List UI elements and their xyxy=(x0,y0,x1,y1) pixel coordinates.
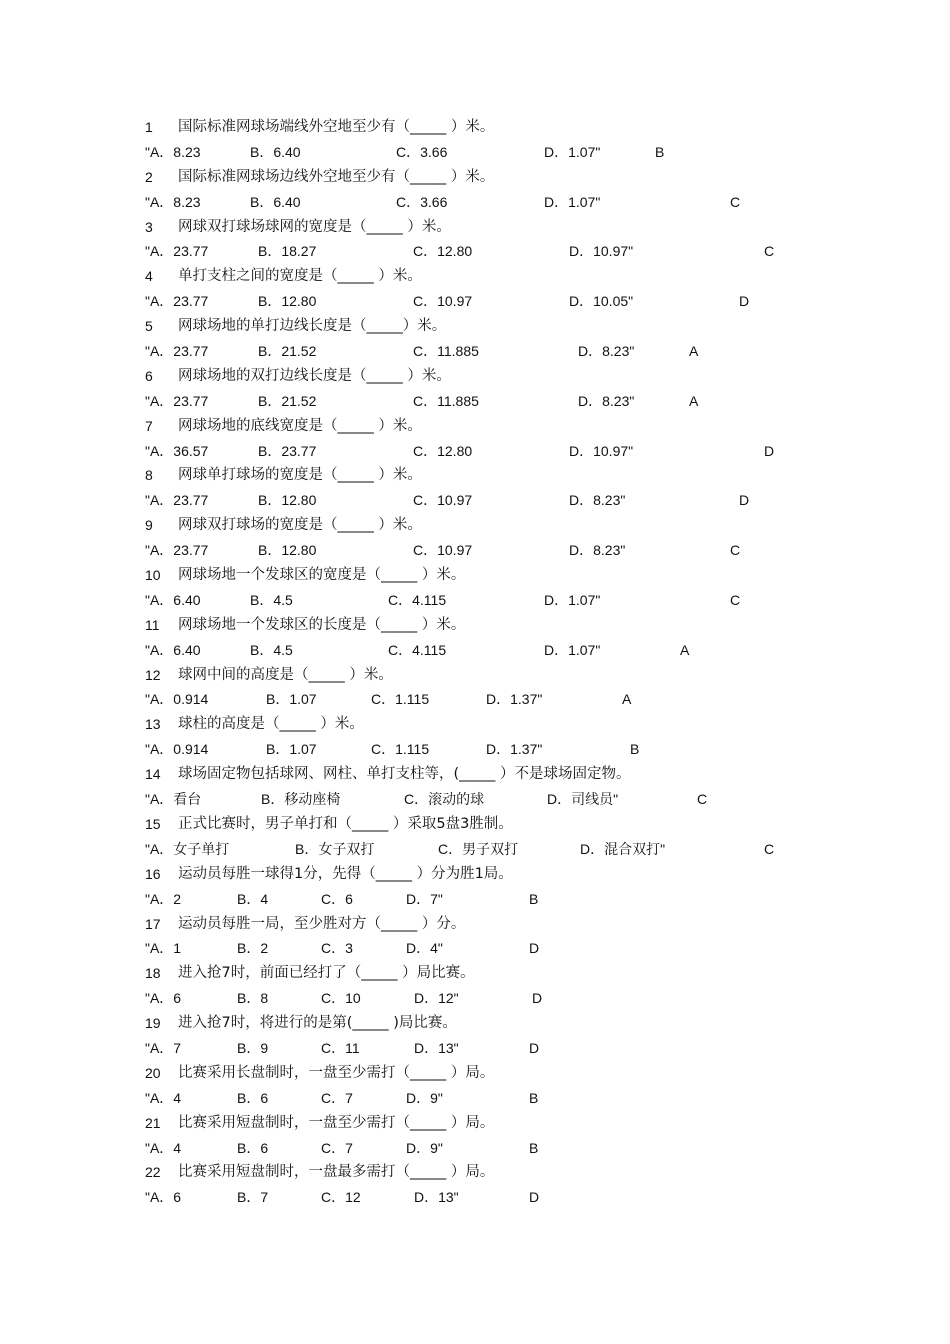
question-number: 16 xyxy=(145,865,161,882)
options-line xyxy=(0,986,950,1011)
answer-key: D xyxy=(529,1189,540,1206)
answer-key: D xyxy=(529,1039,540,1056)
option-c: C．11.885 xyxy=(413,343,479,360)
option-a: "A．7 xyxy=(145,1039,182,1056)
question-text: 球网中间的高度是（_____ ）米。 xyxy=(178,666,393,683)
question-number: 22 xyxy=(145,1164,161,1181)
question-number: 20 xyxy=(145,1064,161,1081)
question-number: 19 xyxy=(145,1015,161,1032)
question-text: 进入抢7时，前面已经打了（_____ ）局比赛。 xyxy=(178,965,475,982)
option-c: C．1.115 xyxy=(371,691,430,708)
option-b: B．2 xyxy=(237,940,269,957)
option-d: D．1.07" xyxy=(544,641,601,658)
question-text: 比赛采用短盘制时，一盘至少需打（_____ ）局。 xyxy=(178,1114,495,1131)
option-c: C．3 xyxy=(321,940,353,957)
option-d: D．1.07" xyxy=(544,591,601,608)
option-c: C．7 xyxy=(321,1089,353,1106)
question-text: 网球场地的单打边线长度是（_____）米。 xyxy=(178,318,447,335)
option-b: B．12.80 xyxy=(258,542,317,559)
options-line xyxy=(0,140,950,165)
answer-key: B xyxy=(529,1089,539,1106)
options-line xyxy=(0,1136,950,1161)
answer-key: D xyxy=(739,492,750,509)
question-line xyxy=(0,712,950,737)
option-d: D．司线员" xyxy=(547,791,619,808)
option-a: "A．23.77 xyxy=(145,492,209,509)
question-line xyxy=(0,264,950,289)
option-d: D．10.97" xyxy=(569,442,634,459)
option-b: B．6.40 xyxy=(250,143,301,160)
options-line xyxy=(0,588,950,613)
question-line xyxy=(0,463,950,488)
question-text: 单打支柱之间的宽度是（_____ ）米。 xyxy=(178,268,422,285)
option-b: B．女子双打 xyxy=(295,840,375,857)
question-number: 5 xyxy=(145,318,153,335)
options-line xyxy=(0,488,950,513)
option-a: "A．2 xyxy=(145,890,182,907)
answer-key: B xyxy=(655,143,665,160)
option-c: C．11 xyxy=(321,1039,360,1056)
option-d: D．1.07" xyxy=(544,193,601,210)
options-line xyxy=(0,737,950,762)
option-c: C．10.97 xyxy=(413,492,473,509)
option-b: B．4.5 xyxy=(250,641,293,658)
option-c: C．12.80 xyxy=(413,243,473,260)
answer-key: C xyxy=(730,193,741,210)
options-line xyxy=(0,389,950,414)
option-c: C．10.97 xyxy=(413,542,473,559)
option-c: C．3.66 xyxy=(396,143,448,160)
option-b: B．6 xyxy=(237,1139,269,1156)
option-b: B．12.80 xyxy=(258,293,317,310)
answer-key: A xyxy=(689,392,699,409)
option-b: B．9 xyxy=(237,1039,269,1056)
question-number: 12 xyxy=(145,666,161,683)
option-b: B．21.52 xyxy=(258,392,317,409)
option-a: "A．36.57 xyxy=(145,442,209,459)
question-text: 球场固定物包括球网、网柱、单打支柱等，(_____ ）不是球场固定物。 xyxy=(178,766,631,783)
option-a: "A．看台 xyxy=(145,791,202,808)
option-c: C．10.97 xyxy=(413,293,473,310)
question-line xyxy=(0,663,950,688)
options-line xyxy=(0,339,950,364)
option-a: "A．23.77 xyxy=(145,542,209,559)
option-a: "A．8.23 xyxy=(145,143,201,160)
question-text: 运动员每胜一球得1分，先得（_____ ）分为胜1局。 xyxy=(178,865,513,882)
option-d: D．1.07" xyxy=(544,143,601,160)
answer-key: C xyxy=(730,542,741,559)
option-c: C．滚动的球 xyxy=(404,791,485,808)
option-d: D．9" xyxy=(406,1089,443,1106)
answer-key: A xyxy=(622,691,632,708)
option-b: B．6.40 xyxy=(250,193,301,210)
option-c: C．10 xyxy=(321,990,361,1007)
answer-key: B xyxy=(529,890,539,907)
option-a: "A．0.914 xyxy=(145,741,209,758)
option-c: C．4.115 xyxy=(388,641,447,658)
option-d: D．1.37" xyxy=(486,691,543,708)
answer-key: A xyxy=(689,343,699,360)
options-line xyxy=(0,787,950,812)
option-a: "A．0.914 xyxy=(145,691,209,708)
question-text: 网球场地的双打边线长度是（_____ ）米。 xyxy=(178,367,451,384)
option-b: B．23.77 xyxy=(258,442,317,459)
options-line xyxy=(0,239,950,264)
question-line xyxy=(0,314,950,339)
option-a: "A．6 xyxy=(145,1189,182,1206)
option-b: B．4.5 xyxy=(250,591,293,608)
question-text: 球柱的高度是（_____ ）米。 xyxy=(178,716,364,733)
question-text: 网球双打球场的宽度是（_____ ）米。 xyxy=(178,517,422,534)
question-number: 18 xyxy=(145,965,161,982)
option-b: B．12.80 xyxy=(258,492,317,509)
document-body xyxy=(0,115,950,1210)
option-c: C．1.115 xyxy=(371,741,430,758)
option-a: "A．1 xyxy=(145,940,182,957)
question-line xyxy=(0,165,950,190)
question-number: 10 xyxy=(145,567,161,584)
question-line xyxy=(0,613,950,638)
options-line xyxy=(0,837,950,862)
question-number: 14 xyxy=(145,766,161,783)
option-c: C．7 xyxy=(321,1139,353,1156)
question-number: 7 xyxy=(145,417,153,434)
option-d: D．8.23" xyxy=(578,343,635,360)
question-line xyxy=(0,912,950,937)
option-b: B．8 xyxy=(237,990,269,1007)
question-line xyxy=(0,364,950,389)
options-line xyxy=(0,1185,950,1210)
option-b: B．6 xyxy=(237,1089,269,1106)
option-b: B．18.27 xyxy=(258,243,317,260)
question-line xyxy=(0,215,950,240)
options-line xyxy=(0,687,950,712)
option-c: C．3.66 xyxy=(396,193,448,210)
option-d: D．8.23" xyxy=(569,542,626,559)
option-a: "A．8.23 xyxy=(145,193,201,210)
option-c: C．男子双打 xyxy=(438,840,519,857)
option-d: D．9" xyxy=(406,1139,443,1156)
question-line xyxy=(0,513,950,538)
option-d: D．12" xyxy=(414,990,459,1007)
question-line xyxy=(0,812,950,837)
answer-key: C xyxy=(730,591,741,608)
question-number: 11 xyxy=(145,616,160,633)
answer-key: A xyxy=(680,641,690,658)
options-line xyxy=(0,1086,950,1111)
question-text: 网球场地一个发球区的长度是（_____ ）米。 xyxy=(178,616,466,633)
answer-key: D xyxy=(532,990,543,1007)
option-c: C．6 xyxy=(321,890,353,907)
option-d: D．10.05" xyxy=(569,293,634,310)
question-line xyxy=(0,862,950,887)
question-line xyxy=(0,1061,950,1086)
question-text: 比赛采用长盘制时，一盘至少需打（_____ ）局。 xyxy=(178,1064,495,1081)
answer-key: C xyxy=(697,791,708,808)
answer-key: D xyxy=(529,940,540,957)
question-text: 网球场地一个发球区的宽度是（_____ ）米。 xyxy=(178,567,466,584)
option-a: "A．23.77 xyxy=(145,293,209,310)
question-text: 比赛采用短盘制时，一盘最多需打（_____ ）局。 xyxy=(178,1164,495,1181)
option-a: "A．6.40 xyxy=(145,591,201,608)
question-text: 网球场地的底线宽度是（_____ ）米。 xyxy=(178,417,422,434)
question-number: 1 xyxy=(145,119,153,135)
answer-key: D xyxy=(764,442,775,459)
options-line xyxy=(0,936,950,961)
question-text: 网球单打球场的宽度是（_____ ）米。 xyxy=(178,467,422,484)
option-b: B．1.07 xyxy=(266,691,317,708)
question-line xyxy=(0,115,950,140)
question-line xyxy=(0,961,950,986)
question-number: 21 xyxy=(145,1114,161,1131)
question-number: 17 xyxy=(145,915,161,932)
option-c: C．11.885 xyxy=(413,392,479,409)
question-text: 运动员每胜一局，至少胜对方（_____ ）分。 xyxy=(178,915,466,932)
option-d: D．10.97" xyxy=(569,243,634,260)
option-d: D．1.37" xyxy=(486,741,543,758)
question-line xyxy=(0,1111,950,1136)
option-d: D．4" xyxy=(406,940,443,957)
answer-key: D xyxy=(739,293,750,310)
option-b: B．4 xyxy=(237,890,269,907)
option-d: D．13" xyxy=(414,1189,459,1206)
question-line xyxy=(0,1160,950,1185)
option-a: "A．23.77 xyxy=(145,243,209,260)
question-number: 9 xyxy=(145,517,153,534)
question-text: 国际标准网球场边线外空地至少有（_____ ）米。 xyxy=(178,168,495,185)
question-number: 4 xyxy=(145,268,153,285)
option-a: "A．23.77 xyxy=(145,343,209,360)
option-a: "A．4 xyxy=(145,1139,182,1156)
option-d: D．8.23" xyxy=(569,492,626,509)
options-line xyxy=(0,289,950,314)
option-c: C．12.80 xyxy=(413,442,473,459)
question-number: 6 xyxy=(145,367,153,384)
answer-key: B xyxy=(529,1139,539,1156)
question-line xyxy=(0,1011,950,1036)
options-line xyxy=(0,439,950,464)
option-a: "A．6.40 xyxy=(145,641,201,658)
option-d: D．混合双打" xyxy=(580,840,666,857)
answer-key: C xyxy=(764,243,775,260)
option-a: "A．女子单打 xyxy=(145,840,230,857)
question-line xyxy=(0,563,950,588)
option-c: C．12 xyxy=(321,1189,361,1206)
options-line xyxy=(0,190,950,215)
question-number: 13 xyxy=(145,716,161,733)
options-line xyxy=(0,887,950,912)
question-text: 正式比赛时，男子单打和（_____ ）采取5盘3胜制。 xyxy=(178,815,513,832)
question-line xyxy=(0,414,950,439)
option-d: D．8.23" xyxy=(578,392,635,409)
question-number: 2 xyxy=(145,168,153,185)
question-text: 进入抢7时，将进行的是第(_____ )局比赛。 xyxy=(178,1015,457,1032)
option-d: D．7" xyxy=(406,890,443,907)
question-line xyxy=(0,762,950,787)
option-a: "A．23.77 xyxy=(145,392,209,409)
option-b: B．移动座椅 xyxy=(261,791,341,808)
option-d: D．13" xyxy=(414,1039,459,1056)
options-line xyxy=(0,1036,950,1061)
option-a: "A．4 xyxy=(145,1089,182,1106)
question-number: 15 xyxy=(145,815,161,832)
question-number: 8 xyxy=(145,467,153,484)
options-line xyxy=(0,638,950,663)
option-c: C．4.115 xyxy=(388,591,447,608)
question-number: 3 xyxy=(145,218,153,235)
option-b: B．1.07 xyxy=(266,741,317,758)
option-a: "A．6 xyxy=(145,990,182,1007)
answer-key: B xyxy=(630,741,640,758)
question-text: 国际标准网球场端线外空地至少有（_____ ）米。 xyxy=(178,119,495,135)
option-b: B．7 xyxy=(237,1189,269,1206)
options-line xyxy=(0,538,950,563)
option-b: B．21.52 xyxy=(258,343,317,360)
answer-key: C xyxy=(764,840,775,857)
question-text: 网球双打球场球网的宽度是（_____ ）米。 xyxy=(178,218,451,235)
